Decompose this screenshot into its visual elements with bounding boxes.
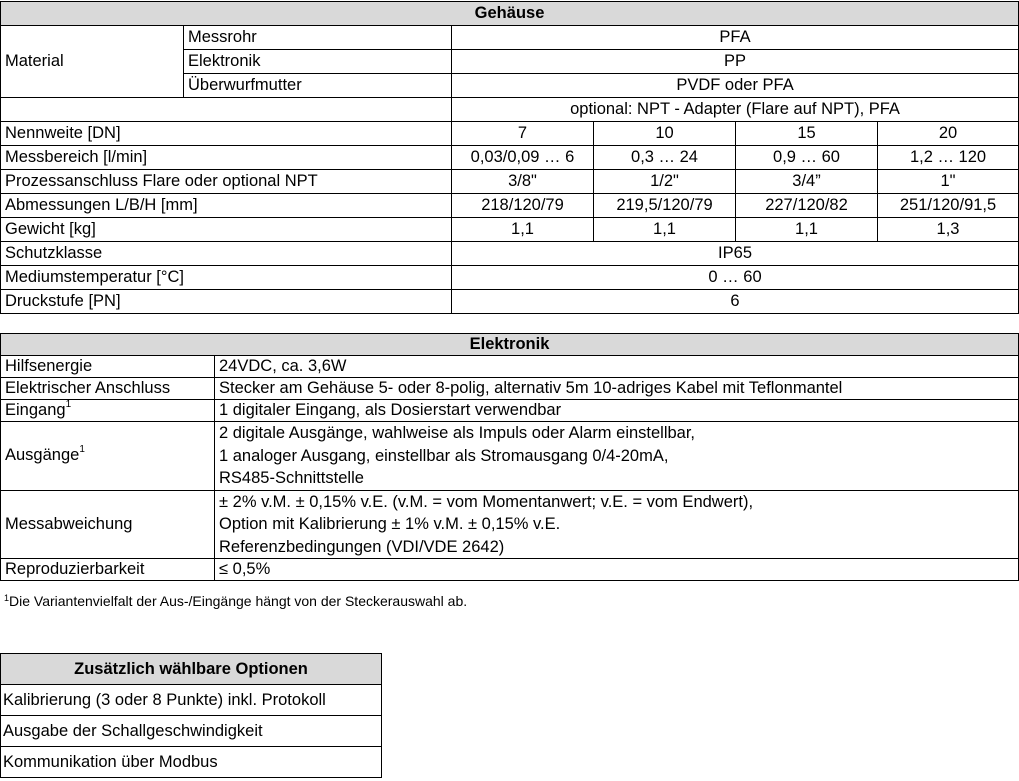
row-label	[1, 400, 215, 422]
cell-value	[215, 422, 1019, 491]
table-row	[1, 122, 1019, 146]
table-row	[1, 194, 1019, 218]
footnote-marker: 1	[65, 399, 72, 410]
elektronik-title: Elektronik	[1, 334, 1019, 356]
cell-value: 1/2"	[594, 170, 736, 194]
cell-value: 3/8"	[452, 170, 594, 194]
material-optional: optional: NPT - Adapter (Flare auf NPT), PFA	[452, 98, 1019, 122]
cell-value: 1 digitaler Eingang, als Dosierstart verwendbar	[215, 400, 1019, 422]
material-value: PVDF oder PFA	[452, 74, 1019, 98]
row-label: Schutzklasse	[1, 242, 452, 266]
row-label: Nennweite [DN]	[1, 122, 452, 146]
value-line: 1 analoger Ausgang, einstellbar als Stromausgang 0/4-20mA,	[219, 446, 669, 465]
table-row	[1, 490, 1019, 559]
table-row	[1, 685, 382, 716]
row-label: Messbereich [l/min]	[1, 146, 452, 170]
cell-value: 1,1	[594, 218, 736, 242]
cell-value: 1"	[878, 170, 1019, 194]
table-row	[1, 400, 1019, 422]
row-label: Gewicht [kg]	[1, 218, 452, 242]
footnote-marker: 1	[4, 593, 10, 603]
table-row	[1, 170, 1019, 194]
row-label	[1, 422, 215, 491]
material-value: PP	[452, 50, 1019, 74]
row-label: Messabweichung	[1, 490, 215, 559]
table-row	[1, 559, 1019, 581]
cell-value: 1,1	[736, 218, 878, 242]
row-label: Prozessanschluss Flare oder optional NPT	[1, 170, 452, 194]
table-row	[1, 356, 1019, 378]
cell-value: 1,3	[878, 218, 1019, 242]
material-part: Elektronik	[184, 50, 452, 74]
cell-value: 20	[878, 122, 1019, 146]
cell-value: 6	[452, 290, 1019, 314]
table-row	[1, 716, 382, 747]
cell-value: 3/4”	[736, 170, 878, 194]
row-label: Abmessungen L/B/H [mm]	[1, 194, 452, 218]
cell-value: 10	[594, 122, 736, 146]
cell-value: 0 … 60	[452, 266, 1019, 290]
label-text: Ausgänge	[5, 446, 80, 465]
cell-value: 0,9 … 60	[736, 146, 878, 170]
footnote-marker: 1	[79, 444, 85, 456]
cell-value: Stecker am Gehäuse 5- oder 8-polig, alternativ 5m 10-adriges Kabel mit Teflonmantel	[215, 378, 1019, 400]
value-line: Referenzbedingungen (VDI/VDE 2642)	[219, 537, 505, 556]
cell-value: 251/120/91,5	[878, 194, 1019, 218]
value-line: ± 2% v.M. ± 0,15% v.E. (v.M. = vom Momentanwert; v.E. = vom Endwert),	[219, 492, 754, 511]
material-label: Material	[1, 26, 184, 98]
material-part: Überwurfmutter	[184, 74, 452, 98]
footnote-text: Die Variantenvielfalt der Aus-/Eingänge hängt von der Steckerauswahl ab.	[9, 593, 468, 609]
value-line: RS485-Schnittstelle	[219, 469, 364, 487]
material-part: Messrohr	[184, 26, 452, 50]
gehaeuse-title: Gehäuse	[1, 2, 1019, 26]
cell-value: 24VDC, ca. 3,6W	[215, 356, 1019, 378]
gehaeuse-table	[0, 1, 1019, 314]
table-row	[1, 218, 1019, 242]
cell-value: 0,3 … 24	[594, 146, 736, 170]
value-line: 2 digitale Ausgänge, wahlweise als Impuls oder Alarm einstellbar,	[219, 424, 696, 442]
footnote	[4, 593, 467, 609]
row-label: Mediumstemperatur [°C]	[1, 266, 452, 290]
empty-cell	[1, 98, 452, 122]
row-label: Reproduzierbarkeit	[1, 559, 215, 581]
cell-value: 227/120/82	[736, 194, 878, 218]
cell-value: 7	[452, 122, 594, 146]
table-row	[1, 290, 1019, 314]
cell-value	[215, 490, 1019, 559]
table-row	[1, 242, 1019, 266]
cell-value: 1,1	[452, 218, 594, 242]
cell-value: 218/120/79	[452, 194, 594, 218]
option-item: Ausgabe der Schallgeschwindigkeit	[1, 716, 382, 747]
cell-value: 0,03/0,09 … 6	[452, 146, 594, 170]
table-row	[1, 378, 1019, 400]
cell-value: 15	[736, 122, 878, 146]
table-row	[1, 146, 1019, 170]
cell-value: 219,5/120/79	[594, 194, 736, 218]
table-row	[1, 747, 382, 778]
elektronik-table	[0, 333, 1019, 581]
optionen-title: Zusätzlich wählbare Optionen	[1, 654, 382, 685]
cell-value: ≤ 0,5%	[215, 559, 1019, 581]
row-label: Elektrischer Anschluss	[1, 378, 215, 400]
row-label: Hilfsenergie	[1, 356, 215, 378]
label-text: Eingang	[5, 401, 66, 419]
cell-value: IP65	[452, 242, 1019, 266]
value-line: Option mit Kalibrierung ± 1% v.M. ± 0,15% v.E.	[219, 515, 561, 533]
cell-value: 1,2 … 120	[878, 146, 1019, 170]
option-item: Kommunikation über Modbus	[1, 747, 382, 778]
optionen-table	[0, 653, 382, 778]
row-label: Druckstufe [PN]	[1, 290, 452, 314]
option-item: Kalibrierung (3 oder 8 Punkte) inkl. Protokoll	[1, 685, 382, 716]
table-row	[1, 266, 1019, 290]
table-row	[1, 422, 1019, 491]
material-value: PFA	[452, 26, 1019, 50]
